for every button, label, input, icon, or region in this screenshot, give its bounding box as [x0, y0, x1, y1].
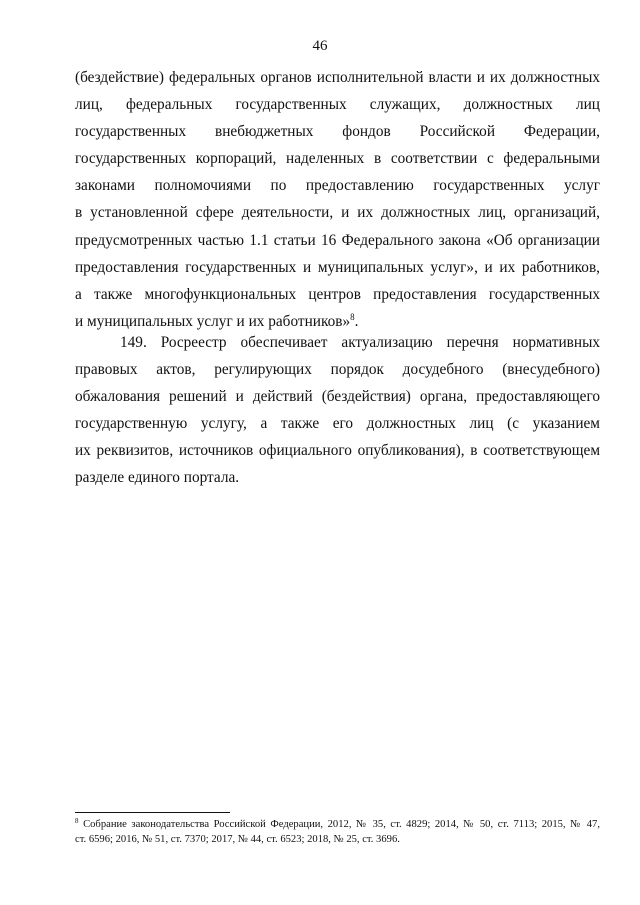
text-line: в установленной сфере деятельности, и их должностных лиц, организаций,: [75, 204, 600, 222]
text-line: предоставления государственных и муниципальных услуг», и их работников,: [75, 258, 600, 276]
footnote: [75, 817, 600, 847]
text-line: государственных внебюджетных фондов Российской Федерации,: [75, 123, 600, 141]
footnote-divider: [75, 812, 230, 813]
footnote-marker: 8: [75, 817, 79, 825]
text-line-last: разделе единого портала.: [75, 469, 240, 487]
text-line: а также многофункциональных центров предоставления государственных: [75, 285, 600, 303]
text-line: 149. Росреестр обеспечивает актуализацию перечня нормативных: [120, 334, 600, 351]
footnote-line: ст. 6596; 2016, № 51, ст. 7370; 2017, № 44, ст. 6523; 2018, № 25, ст. 3696.: [75, 834, 400, 845]
text-line: обжалования решений и действий (бездействия) органа, предоставляющего: [75, 388, 600, 406]
text-line: законами полномочиями по предоставлению государственных услуг: [75, 177, 600, 195]
text-fragment: .: [354, 312, 359, 330]
footnote-text: Собрание законодательства Российской Федерации, 2012, № 35, ст. 4829; 2014, № 50, ст. 7113; 2015, № 47,: [78, 819, 600, 830]
text-line: государственных корпораций, наделенных в соответствии с федеральными: [75, 150, 600, 168]
text-line: их реквизитов, источников официального опубликования), в соответствующем: [75, 442, 600, 460]
page-number: 46: [312, 38, 328, 54]
text-line: предусмотренных частью 1.1 статьи 16 Федерального закона «Об организации: [75, 231, 600, 249]
text-fragment: и муниципальных услуг и их работников»: [75, 312, 351, 330]
text-line: лиц, федеральных государственных служащих, должностных лиц: [75, 96, 600, 114]
paragraph-continuation: [75, 64, 600, 335]
text-line: государственную услугу, а также его должностных лиц (с указанием: [75, 415, 600, 433]
text-line: правовых актов, регулирующих порядок досудебного (внесудебного): [75, 361, 600, 379]
paragraph-149: [75, 329, 600, 492]
footnote-reference: 8: [350, 311, 355, 322]
text-line: (бездействие) федеральных органов исполнительной власти и их должностных: [75, 69, 600, 86]
footnote-line: [75, 817, 600, 832]
